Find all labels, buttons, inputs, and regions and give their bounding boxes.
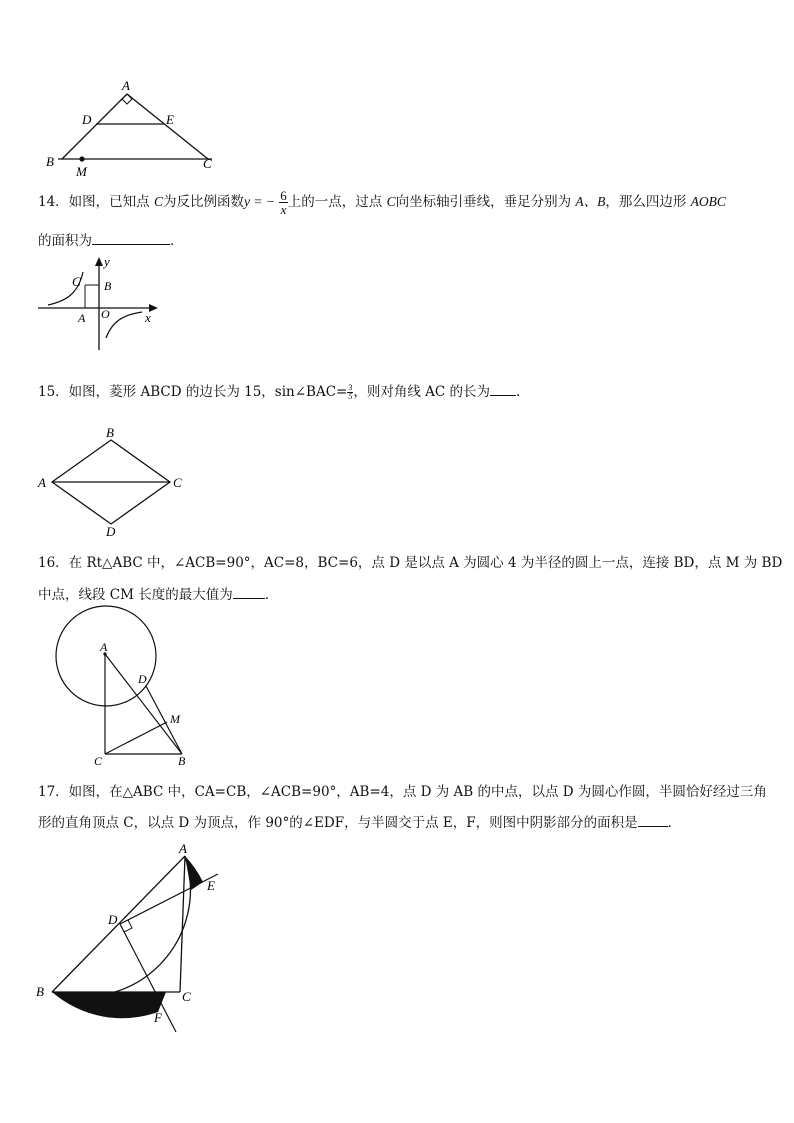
question-16-line-2: 中点，线段 CM 长度的最大值为 ． [38,587,279,603]
question-14-line-1: 14．如图，已知点 C为反比例函数y = − $\frac{6}{x}$ 上的一点，过点 C向坐标轴引垂线，垂足分别为 A、B，那么四边形 AOBC [38,188,726,217]
question-15: 15．如图，菱形 ABCD 的边长为 15，sin∠BAC= $\frac{3}{5}$ ，则对角线 AC 的长为 . [38,383,521,401]
right-angle-mark [122,94,132,104]
question-14-line-2: 的面积为 ． [38,233,184,249]
label-y: y [104,254,110,269]
segment-ab [105,654,182,754]
label-c: C [182,989,191,1004]
label-d: D [106,524,116,539]
label-f: F [154,1010,162,1025]
label-a: A [122,78,130,93]
label-o: O [101,307,110,321]
label-m: M [170,712,180,726]
label-b: B [36,984,44,999]
label-d: D [138,672,147,686]
label-d: D [82,112,92,127]
question-16-line-1: 16．在 Rt△ABC 中，∠ACB=90°，AC=8，BC=6，点 D 是以点 A 为圆心 4 为半径的圆上一点，连接 BD，点 M 为 BD [38,555,783,571]
hyperbola-branch-right [106,312,142,338]
answer-blank-15 [490,382,516,396]
label-c: C [203,156,212,171]
answer-blank-14 [92,231,170,245]
label-b: B [106,425,114,440]
label-a: A [38,475,46,490]
answer-blank-17 [638,813,668,827]
side-ab [62,94,127,159]
label-b: B [178,754,186,768]
label-a: A [179,841,187,856]
label-a: A [100,640,108,654]
figure-rhombus [36,424,192,540]
label-b: B [46,154,54,169]
label-a: A [78,311,86,325]
y-axis-arrow [95,257,103,266]
label-e: E [207,878,215,893]
segment-cm [105,722,167,754]
figure-circle-triangle [50,604,196,770]
ray-de [120,874,218,924]
label-d: D [108,912,118,927]
shaded-region-top [185,856,203,890]
label-b: B [104,279,112,293]
label-c: C [94,754,103,768]
point-m [79,156,84,161]
label-e: E [166,112,174,127]
question-17-line-1: 17．如图，在△ABC 中，CA=CB，∠ACB=90°，AB=4，点 D 为 AB 的中点，以点 D 为圆心作圆，半圆恰好经过三角 [38,784,767,800]
fraction-6-over-x: $\frac{6}{x}$ [280,188,287,217]
figure-semicircle-shaded [34,836,230,1034]
label-m: M [76,164,87,179]
question-17-line-2: 形的直角顶点 C，以点 D 为顶点，作 90°的∠EDF，与半圆交于点 E，F，则图中阴影部分的面积是 ． [38,815,682,831]
label-x: x [145,310,151,325]
fraction-3-over-5: $\frac{3}{5}$ [348,383,353,401]
figure-hyperbola-axes [38,252,168,354]
answer-blank-16 [233,585,265,599]
label-c: C [173,475,182,490]
label-c: C [72,274,81,289]
segment-ab [52,856,185,992]
figure-triangle-de [38,78,238,180]
